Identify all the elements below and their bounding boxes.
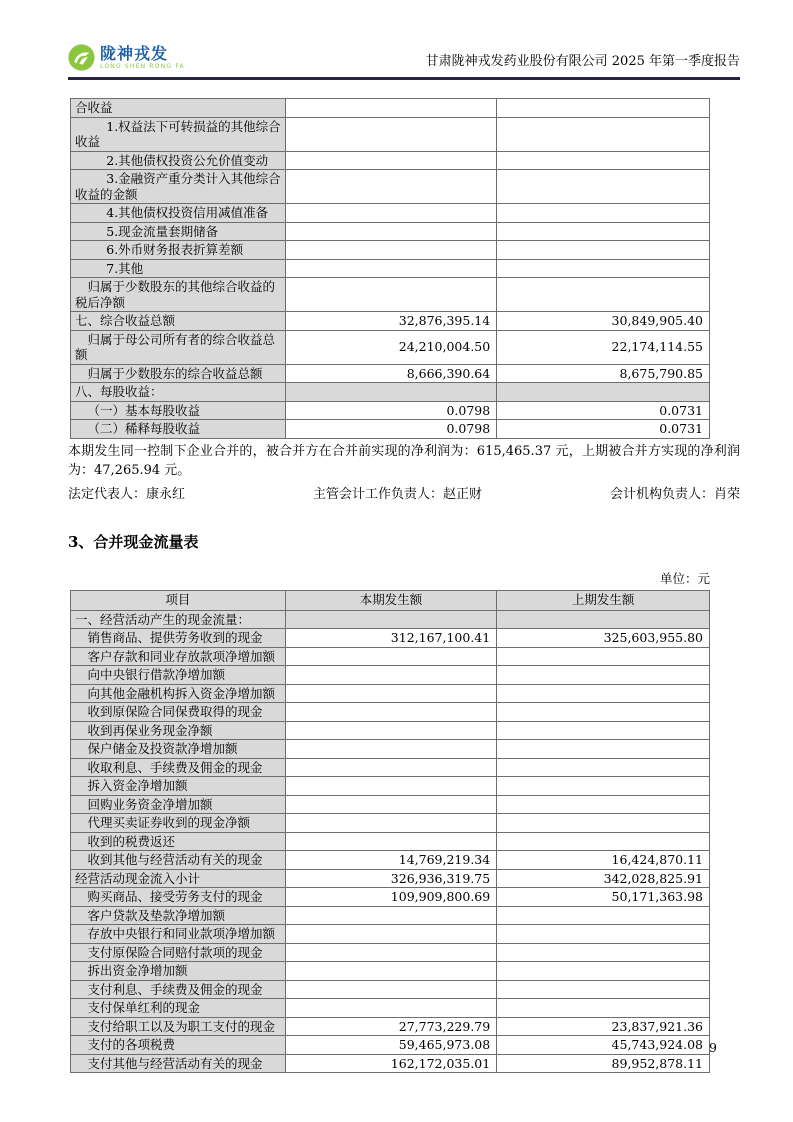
prior-period-cell: 45,743,924.08 (497, 1036, 710, 1055)
label-cell: 归属于少数股东的其他综合收益的税后净额 (71, 278, 286, 312)
table-row (71, 170, 710, 204)
current-period-cell (285, 740, 497, 759)
table-row (71, 962, 710, 981)
current-period-cell: 32,876,395.14 (285, 312, 497, 331)
prior-period-cell (497, 99, 710, 118)
company-logo (68, 44, 185, 71)
label-cell: 客户存款和同业存放款项净增加额 (71, 647, 286, 666)
table-row (71, 832, 710, 851)
current-period-cell (285, 647, 497, 666)
label-cell: 回购业务资金净增加额 (71, 795, 286, 814)
label-cell: 6.外币财务报表折算差额 (71, 241, 286, 260)
current-period-cell (285, 962, 497, 981)
current-period-cell (285, 814, 497, 833)
column-header: 上期发生额 (497, 590, 710, 610)
table-row (71, 703, 710, 722)
prior-period-cell (497, 777, 710, 796)
table-row (71, 777, 710, 796)
prior-period-cell (497, 703, 710, 722)
label-cell: 保户储金及投资款净增加额 (71, 740, 286, 759)
label-cell: 收到再保业务现金净额 (71, 721, 286, 740)
table-row (71, 795, 710, 814)
section-heading: 3、合并现金流量表 (68, 532, 199, 551)
prior-period-cell (497, 832, 710, 851)
prior-period-cell (497, 740, 710, 759)
table-row (71, 629, 710, 648)
current-period-cell (285, 241, 497, 260)
label-cell: 经营活动现金流入小计 (71, 869, 286, 888)
label-cell: 一、经营活动产生的现金流量： (71, 610, 286, 629)
cashflow-statement-table (70, 590, 710, 1074)
prior-period-cell: 30,849,905.40 (497, 312, 710, 331)
table-row (71, 888, 710, 907)
label-cell: 支付的各项税费 (71, 1036, 286, 1055)
current-period-cell: 0.0798 (285, 420, 497, 439)
label-cell: （一）基本每股收益 (71, 401, 286, 420)
prior-period-cell (497, 383, 710, 402)
current-period-cell: 162,172,035.01 (285, 1054, 497, 1073)
label-cell: 七、综合收益总额 (71, 312, 286, 331)
label-cell: 收到原保险合同保费取得的现金 (71, 703, 286, 722)
table-row (71, 684, 710, 703)
label-cell: 代理买卖证券收到的现金净额 (71, 814, 286, 833)
label-cell: 存放中央银行和同业款项净增加额 (71, 925, 286, 944)
current-period-cell: 24,210,004.50 (285, 330, 497, 364)
current-period-cell (285, 383, 497, 402)
prior-period-cell (497, 962, 710, 981)
table-row (71, 222, 710, 241)
current-period-cell (285, 151, 497, 170)
table-row (71, 980, 710, 999)
label-cell: 八、每股收益： (71, 383, 286, 402)
current-period-cell (285, 204, 497, 223)
table-row (71, 151, 710, 170)
label-cell: 3.金融资产重分类计入其他综合收益的金额 (71, 170, 286, 204)
prior-period-cell (497, 814, 710, 833)
prior-period-cell (497, 906, 710, 925)
prior-period-cell (497, 117, 710, 151)
prior-period-cell (497, 151, 710, 170)
prior-period-cell: 50,171,363.98 (497, 888, 710, 907)
legal-representative: 法定代表人：康永红 (68, 486, 186, 502)
label-cell: 收到其他与经营活动有关的现金 (71, 851, 286, 870)
label-cell: 支付保单红利的现金 (71, 999, 286, 1018)
prior-period-cell: 23,837,921.36 (497, 1017, 710, 1036)
signatories-row (68, 485, 740, 504)
table-row (71, 259, 710, 278)
prior-period-cell (497, 943, 710, 962)
prior-period-cell (497, 204, 710, 223)
current-period-cell (285, 943, 497, 962)
label-cell: 购买商品、接受劳务支付的现金 (71, 888, 286, 907)
current-period-cell (285, 278, 497, 312)
label-cell: （二）稀释每股收益 (71, 420, 286, 439)
column-header: 项目 (71, 590, 286, 610)
accounting-dept-head: 会计机构负责人：肖荣 (609, 486, 740, 502)
prior-period-cell (497, 278, 710, 312)
prior-period-cell: 22,174,114.55 (497, 330, 710, 364)
table-row (71, 1036, 710, 1055)
current-period-cell (285, 222, 497, 241)
table-row (71, 999, 710, 1018)
label-cell: 支付利息、手续费及佣金的现金 (71, 980, 286, 999)
table-row (71, 1017, 710, 1036)
label-cell: 1.权益法下可转损益的其他综合收益 (71, 117, 286, 151)
table-row (71, 330, 710, 364)
prior-period-cell (497, 647, 710, 666)
label-cell: 归属于少数股东的综合收益总额 (71, 364, 286, 383)
current-period-cell: 14,769,219.34 (285, 851, 497, 870)
prior-period-cell (497, 222, 710, 241)
current-period-cell (285, 795, 497, 814)
table-row (71, 204, 710, 223)
current-period-cell: 59,465,973.08 (285, 1036, 497, 1055)
current-period-cell (285, 832, 497, 851)
current-period-cell (285, 703, 497, 722)
table-row (71, 1054, 710, 1073)
label-cell: 7.其他 (71, 259, 286, 278)
current-period-cell (285, 721, 497, 740)
label-cell: 客户贷款及垫款净增加额 (71, 906, 286, 925)
report-title: 甘肃陇神戎发药业股份有限公司 2025 年第一季度报告 (425, 54, 740, 69)
header-row (71, 590, 710, 610)
prior-period-cell (497, 758, 710, 777)
current-period-cell (285, 980, 497, 999)
table-row (71, 758, 710, 777)
table-row (71, 420, 710, 439)
prior-period-cell (497, 980, 710, 999)
prior-period-cell (497, 666, 710, 685)
table-row (71, 312, 710, 331)
logo-wordmark (100, 43, 185, 70)
table-row (71, 364, 710, 383)
prior-period-cell (497, 610, 710, 629)
prior-period-cell (497, 684, 710, 703)
current-period-cell (285, 999, 497, 1018)
section-row (71, 610, 710, 629)
logo-brand-cn: 陇神戎发 (100, 43, 169, 63)
label-cell: 合收益 (71, 99, 286, 118)
table-row (71, 925, 710, 944)
current-period-cell: 312,167,100.41 (285, 629, 497, 648)
logo-brand-en: LONG SHEN RONG FA (100, 62, 185, 70)
prior-period-cell (497, 259, 710, 278)
current-period-cell (285, 925, 497, 944)
current-period-cell (285, 684, 497, 703)
column-header: 本期发生额 (285, 590, 497, 610)
current-period-cell (285, 117, 497, 151)
page-header (68, 0, 740, 80)
table-row (71, 241, 710, 260)
label-cell: 拆出资金净增加额 (71, 962, 286, 981)
label-cell: 收取利息、手续费及佣金的现金 (71, 758, 286, 777)
current-period-cell (285, 99, 497, 118)
prior-period-cell (497, 721, 710, 740)
table-row (71, 851, 710, 870)
prior-period-cell (497, 795, 710, 814)
label-cell: 拆入资金净增加额 (71, 777, 286, 796)
section-row (71, 383, 710, 402)
current-period-cell (285, 610, 497, 629)
current-period-cell: 8,666,390.64 (285, 364, 497, 383)
page-number: 9 (709, 1040, 717, 1055)
prior-period-cell: 0.0731 (497, 420, 710, 439)
table-row (71, 943, 710, 962)
current-period-cell (285, 906, 497, 925)
table-row (71, 814, 710, 833)
label-cell: 4.其他债权投资信用减值准备 (71, 204, 286, 223)
table-row (71, 906, 710, 925)
current-period-cell: 326,936,319.75 (285, 869, 497, 888)
label-cell: 支付给职工以及为职工支付的现金 (71, 1017, 286, 1036)
prior-period-cell (497, 241, 710, 260)
prior-period-cell: 342,028,825.91 (497, 869, 710, 888)
current-period-cell (285, 777, 497, 796)
label-cell: 收到的税费返还 (71, 832, 286, 851)
table-row (71, 401, 710, 420)
table-row (71, 666, 710, 685)
label-cell: 支付原保险合同赔付款项的现金 (71, 943, 286, 962)
table-row (71, 869, 710, 888)
page-content (68, 0, 740, 1073)
prior-period-cell: 325,603,955.80 (497, 629, 710, 648)
logo-mark-icon (68, 44, 95, 71)
label-cell: 5.现金流量套期储备 (71, 222, 286, 241)
prior-period-cell (497, 925, 710, 944)
table-row (71, 647, 710, 666)
current-period-cell (285, 259, 497, 278)
prior-period-cell: 89,952,878.11 (497, 1054, 710, 1073)
label-cell: 归属于母公司所有者的综合收益总额 (71, 330, 286, 364)
chief-accountant: 主管会计工作负责人：赵正财 (312, 486, 482, 502)
label-cell: 支付其他与经营活动有关的现金 (71, 1054, 286, 1073)
prior-period-cell (497, 999, 710, 1018)
table-row (71, 278, 710, 312)
current-period-cell (285, 758, 497, 777)
income-statement-table (70, 98, 710, 439)
table-row (71, 117, 710, 151)
prior-period-cell: 8,675,790.85 (497, 364, 710, 383)
prior-period-cell: 16,424,870.11 (497, 851, 710, 870)
current-period-cell: 0.0798 (285, 401, 497, 420)
label-cell: 2.其他债权投资公允价值变动 (71, 151, 286, 170)
table-row (71, 99, 710, 118)
prior-period-cell (497, 170, 710, 204)
table-row (71, 721, 710, 740)
current-period-cell: 27,773,229.79 (285, 1017, 497, 1036)
prior-period-cell: 0.0731 (497, 401, 710, 420)
label-cell: 向中央银行借款净增加额 (71, 666, 286, 685)
current-period-cell: 109,909,800.69 (285, 888, 497, 907)
merger-note: 本期发生同一控制下企业合并的，被合并方在合并前实现的净利润为：615,465.37 元，上期被合并方实现的净利润为：47,265.94 元。 (68, 443, 740, 478)
current-period-cell (285, 666, 497, 685)
current-period-cell (285, 170, 497, 204)
unit-label: 单位：元 (659, 570, 710, 586)
label-cell: 销售商品、提供劳务收到的现金 (71, 629, 286, 648)
label-cell: 向其他金融机构拆入资金净增加额 (71, 684, 286, 703)
table-row (71, 740, 710, 759)
